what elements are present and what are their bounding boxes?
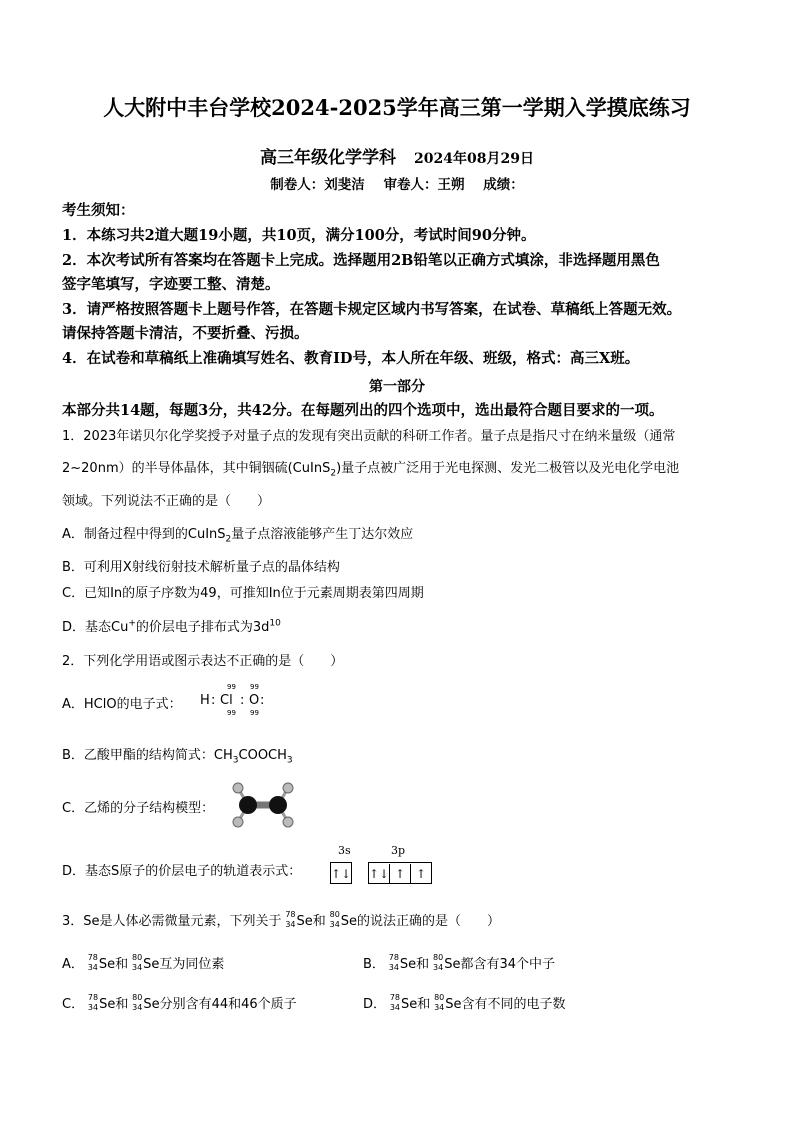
section-title: 第一部分 [369,379,425,395]
exam-title: 人大附中丰台学校2024-2025学年高三第一学期入学摸底练习 [103,95,691,120]
mass-number: 78 [87,993,99,1002]
isotope-se80 [128,994,143,1014]
bond-dots: : [240,693,245,708]
orbital-box: ↑ [389,864,410,884]
isotope-se78 [282,911,297,931]
option-text: 都含有34个中子 [460,957,555,972]
element-symbol: Se [444,957,461,972]
notice-item-1: 1．本练习共2道大题19小题，共10页，满分100分，考试时间90分钟。 [62,227,536,244]
option-label: C． [62,997,85,1012]
atomic-number: 34 [389,1003,401,1012]
option-text: 和 [416,957,430,972]
option-label: A． [62,957,84,972]
orbital-box: ↑↓ [331,867,352,881]
subject-label: 高三年级化学学科 [260,148,397,168]
mass-number: 80 [329,910,340,919]
mass-number: 80 [132,993,143,1002]
q1-stem-line-2 [62,457,679,479]
subscript: 2 [330,468,337,479]
lone-pair-dots: 99 [250,709,259,717]
isotope-se78 [84,954,99,974]
orbital-box: ↑↓ [369,867,390,881]
option-label: B． [363,957,385,972]
atomic-number: 34 [132,1003,143,1012]
section-instructions: 本部分共14题，每题3分，共42分。在每题列出的四个选项中，选出最符合题目要求的一项。 [62,402,664,419]
option-text: B．乙酸甲酯的结构简式：CH [62,748,233,763]
isotope-se78 [84,994,99,1014]
notice-item-3-line-1: 3．请严格按照答题卡上题号作答，在答题卡规定区域内书写答案，在试卷、草稿纸上答题无效。 [62,301,682,318]
score-label: 成绩： [483,177,524,193]
q3-option-b [363,953,555,974]
option-text: 和 [417,997,431,1012]
subscript: 3 [232,755,239,766]
isotope-se80 [430,994,445,1014]
element-symbol: Se [99,997,116,1012]
electron-formula [200,683,280,719]
exam-subtitle [0,143,794,168]
notice-item-2-line-2: 签字笔填写，字迹要工整、清楚。 [62,276,280,293]
atomic-number: 34 [433,963,444,972]
element-symbol: Se [445,997,462,1012]
option-text: A．制备过程中得到的CuInS [62,527,226,542]
atomic-number: 34 [87,963,98,972]
ethylene-model-image [228,780,298,830]
q2-stem: 2．下列化学用语或图示表达不正确的是（ ） [62,654,344,669]
element-symbol: Se [401,997,418,1012]
element-symbol: Se [98,957,116,972]
orbital-box: ↑ [410,864,431,884]
q1-option-b: B．可利用X射线衍射技术解析量子点的晶体结构 [62,560,340,575]
lone-pair-dots: 99 [227,683,236,691]
option-text: 含有不同的电子数 [461,997,566,1012]
atom-o: O [249,693,260,708]
q1-text: 2~20nm）的半导体晶体，其中铜铟硫(CuInS [62,461,331,476]
mass-number: 78 [389,993,401,1002]
mass-number: 80 [433,953,444,962]
exam-staff-line [0,173,794,193]
orbital-diagram-3s [330,862,352,884]
q2-option-d: D．基态S原子的价层电子的轨道表示式： [62,864,302,879]
isotope-se80 [326,911,341,931]
option-text: 量子点溶液能够产生丁达尔效应 [231,527,414,542]
atom-cl: Cl [220,693,233,708]
q2-option-c: C．乙烯的分子结构模型： [62,801,215,816]
orbital-label-3s: 3s [338,844,351,857]
orbital-diagram-3p [368,862,432,884]
stem-text: 和 [312,914,326,929]
stem-text: 3．Se是人体必需微量元素，下列关于 [62,914,282,929]
mass-number: 78 [285,910,296,919]
q1-option-c: C．已知In的原子序数为49，可推知In位于元素周期表第四周期 [62,586,424,601]
mass-number: 80 [131,953,143,962]
q1-option-a [62,523,413,545]
stem-text: 的说法正确的是（ ） [357,914,501,929]
q2-option-a [62,693,182,712]
subscript: 2 [225,534,232,545]
q1-text: )量子点被广泛用于光电探测、发光二极管以及光电化学电池 [336,461,680,476]
atomic-number: 34 [434,1003,445,1012]
q1-stem-line-1: 1．2023年诺贝尔化学奖授予对量子点的发现有突出贡献的科研工作者。量子点是指尺寸在纳米量级（通常 [62,429,676,444]
q2-option-b [62,744,293,766]
notice-item-3-line-2: 请保持答题卡清洁，不要折叠、污损。 [62,325,309,342]
atomic-number: 34 [87,1003,99,1012]
atomic-number: 34 [285,920,296,929]
option-text: 互为同位素 [159,957,225,972]
atomic-number: 34 [388,963,399,972]
element-symbol: Se [143,997,160,1012]
option-text: 分别含有44和46个质子 [159,997,297,1012]
isotope-se78 [385,954,400,974]
element-symbol: Se [399,957,417,972]
option-text: COOCH [238,748,287,763]
q3-option-c [62,993,297,1014]
element-symbol: Se [143,957,160,972]
q3-stem [62,910,500,931]
option-text: 的价层电子排布式为3d [135,620,270,635]
subscript: 3 [286,755,293,766]
lone-pair-dots: 99 [227,709,236,717]
option-label: D． [363,997,387,1012]
lone-pair-dots: 99 [250,683,259,691]
q1-stem-line-3: 领域。下列说法不正确的是（ ） [62,494,271,509]
mass-number: 78 [87,953,98,962]
atomic-number: 34 [329,920,340,929]
option-text: 和 [115,957,129,972]
mass-number: 80 [434,993,445,1002]
notice-item-2-line-1: 2．本次考试所有答案均在答题卡上完成。选择题用2B铅笔以正确方式填涂，非选择题用黑色 [62,252,660,269]
q3-option-d [363,993,566,1014]
bond-dots: : [260,693,265,708]
superscript: + [128,618,136,629]
option-text: A．HClO的电子式： [62,697,182,712]
superscript: 10 [269,618,281,629]
q3-option-a [62,953,224,974]
notice-heading: 考生须知： [62,202,135,219]
maker-label: 制卷人：刘斐洁 [270,177,365,193]
exam-date: 2024年08月29日 [414,151,534,167]
q1-option-d [62,616,281,635]
isotope-se80 [429,954,444,974]
option-text: D．基态Cu [62,620,129,635]
atomic-number: 34 [131,963,143,972]
orbital-label-3p: 3p [391,844,406,857]
option-text: 和 [115,997,129,1012]
isotope-se78 [386,994,401,1014]
reviewer-label: 审卷人：王朔 [383,177,465,193]
element-symbol: Se [340,914,358,929]
notice-item-4: 4．在试卷和草稿纸上准确填写姓名、教育ID号，本人所在年级、班级，格式：高三X班。 [62,350,640,367]
mass-number: 78 [388,953,399,962]
atom-h: H [200,693,210,708]
bond-dots: : [211,693,216,708]
isotope-se80 [128,954,143,974]
element-symbol: Se [296,914,313,929]
